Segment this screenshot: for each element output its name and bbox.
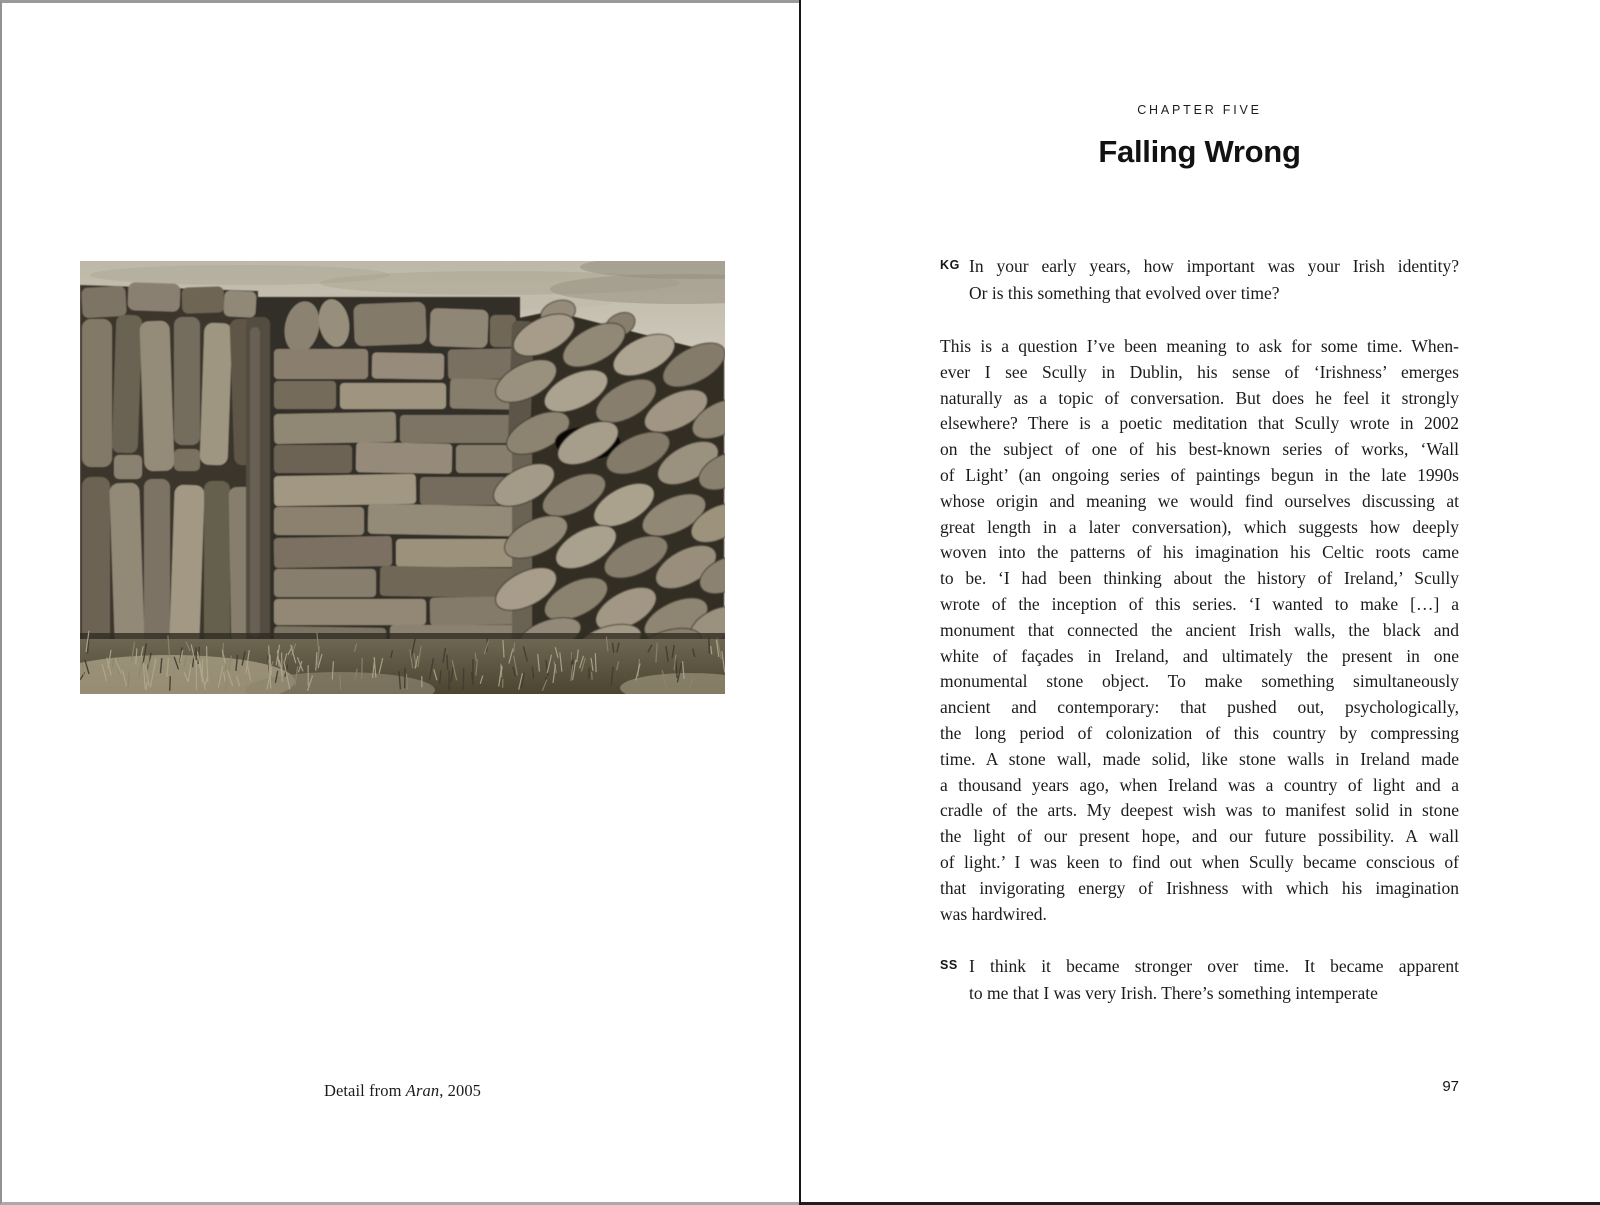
text-line: elsewhere? There is a poetic meditation that Scully wrote in 2002 (940, 413, 1459, 434)
text-line: ancient and contemporary: that pushed out, psychologically, (940, 697, 1459, 718)
interviewee-answer-block (940, 953, 1459, 1006)
text-line: to me that I was very Irish. There’s something intemperate (969, 982, 1378, 1003)
question-text (969, 253, 1459, 306)
narrative-paragraph (940, 334, 1459, 927)
text-line: monumental stone object. To make something simultaneously (940, 671, 1459, 692)
text-line: of light.’ I was keen to find out when Scully became conscious of (940, 851, 1459, 872)
caption-suffix: , 2005 (439, 1081, 482, 1100)
text-line: to be. ‘I had been thinking about the history of Ireland,’ Scully (940, 568, 1459, 589)
text-line: whose origin and meaning we would find ourselves discussing at (940, 490, 1459, 511)
page-number: 97 (1442, 1078, 1459, 1095)
text-line: Or is this something that evolved over time? (969, 282, 1280, 303)
caption-work-title: Aran (405, 1081, 440, 1100)
speaker-label-ss: SS (940, 958, 958, 972)
text-line: wrote of the inception of this series. ‘I wanted to make […] a (940, 593, 1459, 614)
left-page (0, 0, 799, 1205)
text-line: that invigorating energy of Irishness with which his imagination (940, 877, 1459, 898)
right-page (801, 0, 1600, 1205)
speaker-label-kg: KG (940, 258, 960, 272)
text-line: white of façades in Ireland, and ultimately the present in one (940, 645, 1459, 666)
chapter-title: Falling Wrong (1098, 134, 1301, 169)
text-line: the light of our present hope, and our future possibility. A wall (940, 826, 1459, 847)
aran-photo (80, 261, 725, 694)
text-line: naturally as a topic of conversation. But does he feel it strongly (940, 387, 1459, 408)
text-line: was hardwired. (940, 903, 1047, 924)
text-line: I think it became stronger over time. It became apparent (969, 956, 1459, 976)
text-line: ever I see Scully in Dublin, his sense of ‘Irishness’ emerges (940, 361, 1459, 382)
text-line: This is a question I’ve been meaning to ask for some time. When- (940, 336, 1459, 356)
text-line: on the subject of one of his best-known series of works, ‘Wall (940, 439, 1459, 460)
caption-prefix: Detail from (323, 1081, 406, 1100)
text-line: the long period of colonization of this country by compressing (940, 722, 1459, 743)
photo-caption (80, 1081, 725, 1101)
text-line: woven into the patterns of his imagination his Celtic roots came (940, 542, 1459, 563)
chapter-label: CHAPTER FIVE (1137, 103, 1262, 117)
answer-text (969, 953, 1459, 1006)
text-line: cradle of the arts. My deepest wish was to manifest solid in stone (940, 800, 1459, 821)
text-line: monument that connected the ancient Irish walls, the black and (940, 619, 1459, 640)
text-line: time. A stone wall, made solid, like stone walls in Ireland made (940, 748, 1459, 769)
text-line: of Light’ (an ongoing series of paintings begun in the late 1990s (940, 464, 1459, 485)
text-line: a thousand years ago, when Ireland was a country of light and a (940, 774, 1459, 795)
stone-wall-illustration (80, 261, 725, 694)
text-line: great length in a later conversation), which suggests how deeply (940, 516, 1459, 537)
text-line: In your early years, how important was your Irish identity? (969, 256, 1459, 276)
interviewer-question-block (940, 253, 1459, 306)
